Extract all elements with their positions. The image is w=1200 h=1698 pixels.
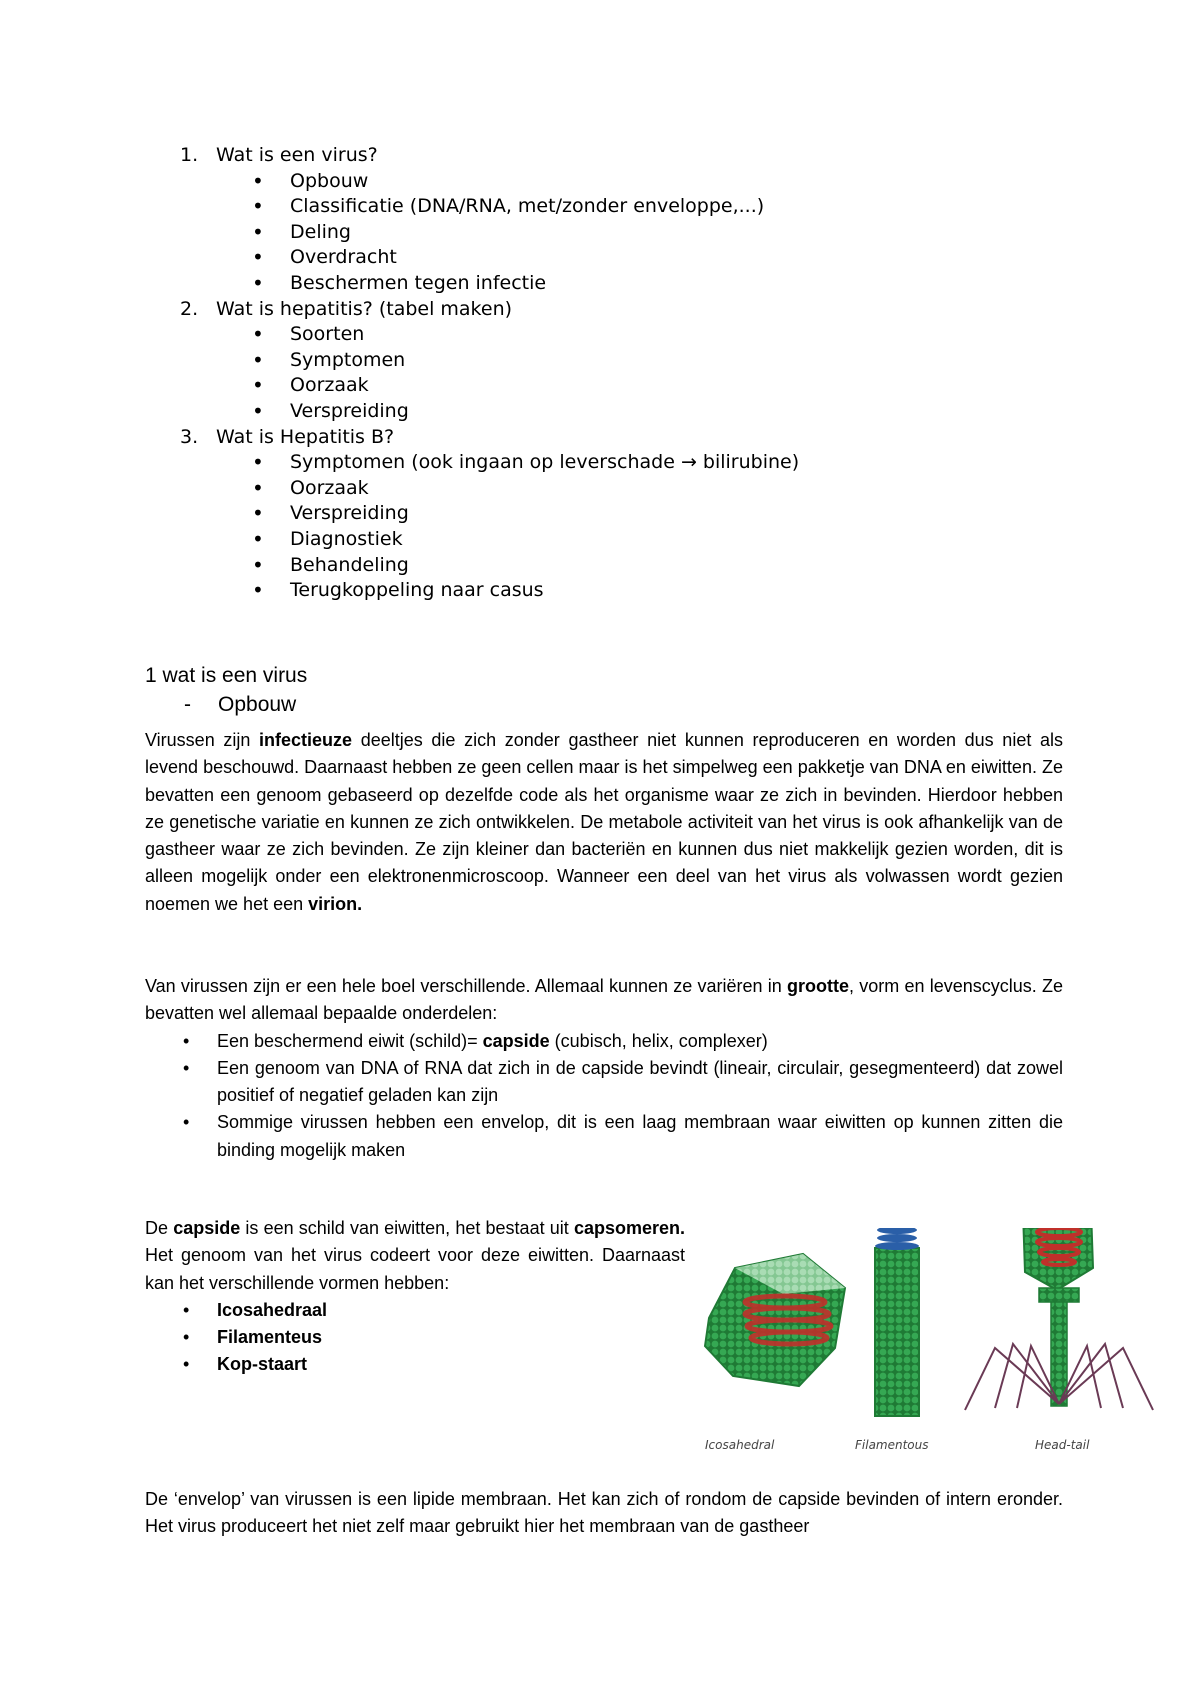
paragraph-onderdelen	[145, 973, 1063, 1164]
text-run: Virussen zijn	[145, 730, 260, 750]
list-item: • Soorten	[180, 322, 1080, 348]
list-item: • Verspreiding	[180, 399, 1080, 425]
paragraph-capside	[145, 1215, 685, 1379]
list-item: • Icosahedraal	[145, 1297, 685, 1324]
list-item: • Oorzaak	[180, 476, 1080, 502]
list-item: • Kop-staart	[145, 1351, 685, 1378]
outline-title: Wat is Hepatitis B?	[216, 425, 395, 448]
paragraph-text: De capside is een schild van eiwitten, het bestaat uit capsomeren. Het genoom van het virus codeert voor deze eiwitten. Daarnaast kan het verschillende vormen hebben:	[145, 1218, 685, 1293]
outline-sublist	[180, 450, 1080, 604]
list-item: • Classificatie (DNA/RNA, met/zonder enveloppe,...)	[180, 194, 1080, 220]
text-run: Van virussen zijn er een hele boel verschillende. Allemaal kunnen ze variëren in	[145, 976, 787, 996]
outline-number: 2.	[180, 297, 199, 320]
outline-item	[180, 297, 1080, 323]
list-item: • Diagnostiek	[180, 527, 1080, 553]
paragraph-envelop: De ‘envelop’ van virussen is een lipide membraan. Het kan zich of rondom de capside bevinden of intern eronder. Het virus produceert het niet zelf maar gebruikt hier het membraan van de gastheer	[145, 1489, 1063, 1537]
text-run: deeltjes die zich zonder gastheer niet kunnen reproduceren en worden dus niet als levend beschouwd. Daarnaast hebben ze geen cellen maar is het simpelweg een pakketje van DNA en eiwitten. Ze bevatten een genoom gebaseerd op dezelfde code als het organisme waar ze zich in bevinden. Hierdoor hebben ze genetische variatie en kunnen ze zich ontwikkelen. De metabole activiteit van het virus is ook afhankelijk van de gastheer waar ze zich bevinden. Ze zijn kleiner dan bacteriën en kunnen dus niet makkelijk gezien worden, dit is alleen mogelijk onder een elektronenmicroscoop. Wanneer een deel van het virus als volwassen wordt gezien noemen we het een	[145, 730, 1063, 914]
list-item: • Een beschermend eiwit (schild)= capside (cubisch, helix, complexer)	[145, 1028, 1063, 1055]
subsection-dash: -	[184, 693, 191, 716]
bold-run: grootte	[787, 976, 849, 996]
figure-label-filamentous: Filamentous	[855, 1438, 929, 1452]
outline-sublist	[180, 322, 1080, 424]
outline-sublist	[180, 169, 1080, 297]
list-item: • Verspreiding	[180, 501, 1080, 527]
list-item: • Beschermen tegen infectie	[180, 271, 1080, 297]
list-item: • Terugkoppeling naar casus	[180, 578, 1080, 604]
figure-label-icosahedral: Icosahedral	[705, 1438, 775, 1452]
list-item: • Overdracht	[180, 245, 1080, 271]
outline-title: Wat is hepatitis? (tabel maken)	[216, 297, 513, 320]
subsection-heading	[184, 693, 296, 717]
paragraph-text	[145, 973, 1063, 1028]
list-item: • Symptomen	[180, 348, 1080, 374]
bold-run: virion.	[308, 893, 363, 914]
list-item: • Een genoom van DNA of RNA dat zich in de capside bevindt (lineair, circulair, gesegmenteerd) dat zowel positief of negatief geladen kan zijn	[145, 1055, 1063, 1110]
list-item: • Opbouw	[180, 169, 1080, 195]
component-list	[145, 1028, 1063, 1164]
outline-item	[180, 425, 1080, 451]
filamentous-virus-drawing	[875, 1228, 919, 1416]
outline-item	[180, 143, 1080, 169]
list-item: • Sommige virussen hebben een envelop, dit is een laag membraan waar eiwitten op kunnen zitten die binding mogelijk maken	[145, 1109, 1063, 1164]
list-item: • Oorzaak	[180, 373, 1080, 399]
outline-title: Wat is een virus?	[216, 144, 378, 166]
paragraph-opbouw	[145, 727, 1063, 918]
text-run: , vorm en levenscyclus. Ze bevatten wel allemaal bepaalde onderdelen:	[145, 976, 1063, 1024]
bold-run: infectieuze	[259, 730, 353, 750]
icosahedral-virus-drawing	[705, 1254, 845, 1386]
outline-number: 1.	[180, 144, 199, 166]
list-item: • Deling	[180, 220, 1080, 246]
outline-number: 3.	[180, 425, 199, 448]
section-heading: 1 wat is een virus	[145, 664, 308, 687]
outline	[180, 143, 1080, 604]
list-item: • Symptomen (ook ingaan op leverschade → bilirubine)	[180, 450, 1080, 476]
figure-label-head-tail: Head-tail	[1035, 1438, 1090, 1452]
capsid-illustration	[695, 1228, 1185, 1458]
list-item: • Behandeling	[180, 553, 1080, 579]
list-item: • Filamenteus	[145, 1324, 685, 1351]
subsection-title: Opbouw	[218, 693, 297, 716]
capsid-shapes-figure	[695, 1228, 1185, 1458]
head-tail-virus-drawing	[965, 1228, 1153, 1410]
capsid-forms-list	[145, 1297, 685, 1379]
